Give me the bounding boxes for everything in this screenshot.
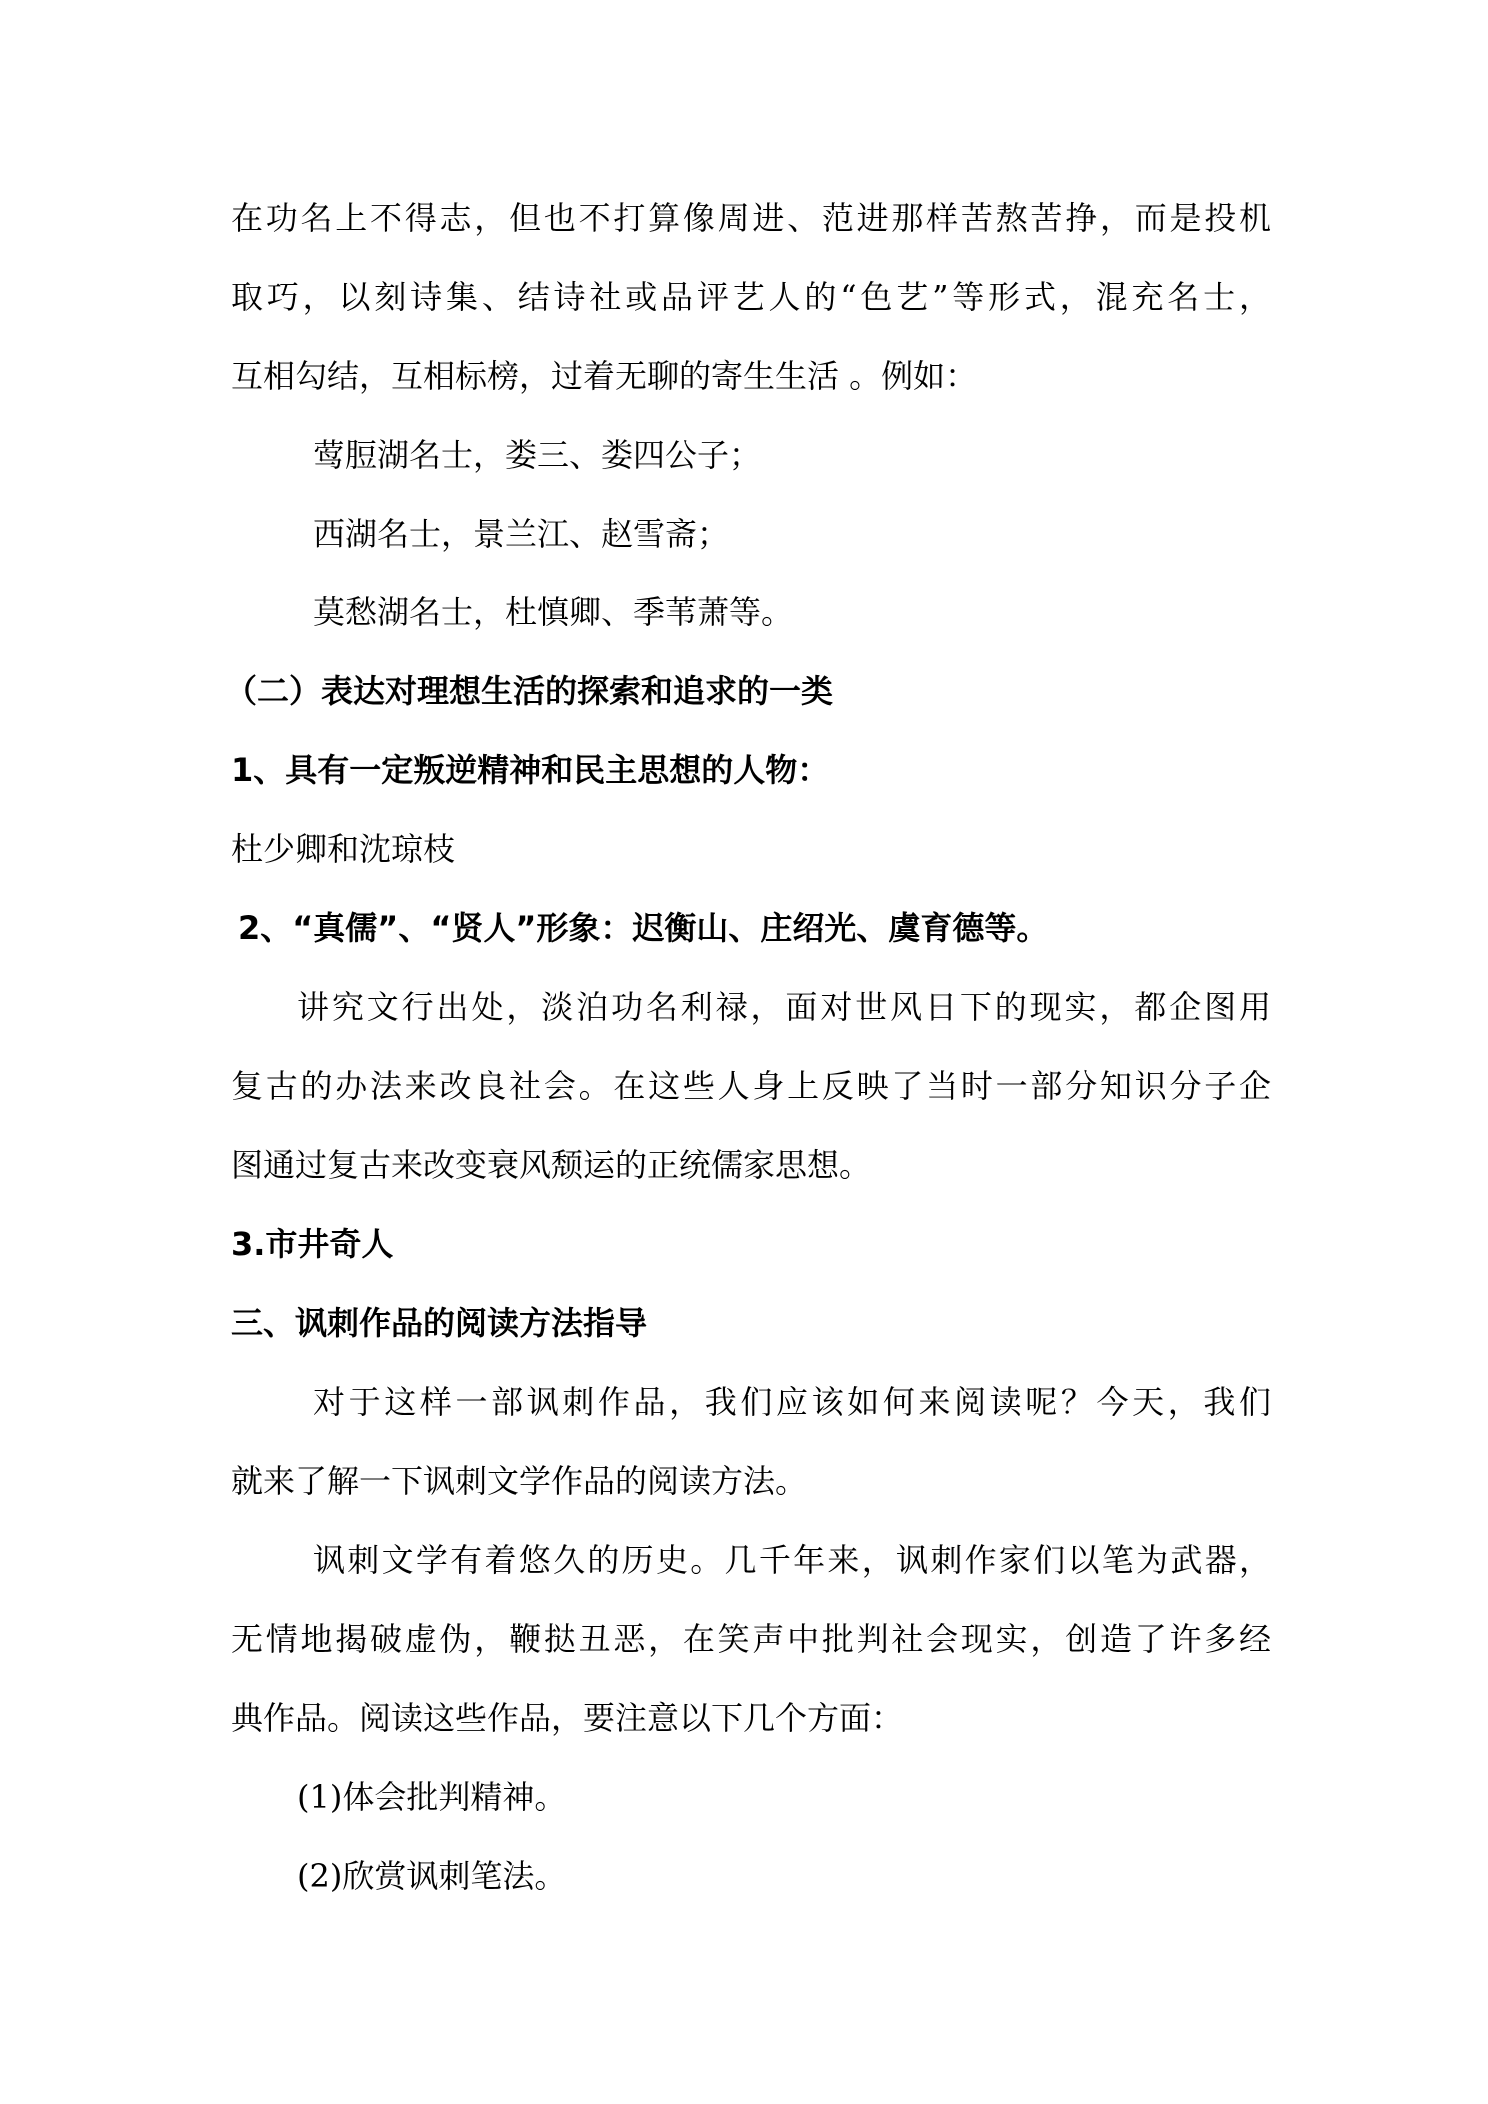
paragraph-line: 图通过复古来改变衰风颓运的正统儒家思想。: [231, 1146, 872, 1184]
paragraph-line: 典作品。阅读这些作品，要注意以下几个方面：: [231, 1699, 904, 1737]
paragraph-line: 在功名上不得志，但也不打算像周进、范进那样苦熬苦挣，而是投机: [231, 199, 1271, 237]
paragraph-line: 取巧，以刻诗集、结诗社或品评艺人的“色艺”等形式，混充名士，: [231, 278, 1271, 316]
example-line: 西湖名士，景兰江、赵雪斋；: [313, 515, 730, 553]
section-heading: （二）表达对理想生活的探索和追求的一类: [225, 672, 834, 710]
item-heading: 3.市井奇人: [231, 1225, 394, 1263]
paragraph-line: 讽刺文学有着悠久的历史。几千年来，讽刺作家们以笔为武器，: [313, 1541, 1271, 1579]
example-line: 莺脰湖名士，娄三、娄四公子；: [313, 436, 762, 474]
item-heading: 1、具有一定叛逆精神和民主思想的人物：: [231, 751, 830, 789]
list-item: (1)体会批判精神。: [297, 1778, 567, 1816]
example-line: 莫愁湖名士，杜慎卿、季苇萧等。: [313, 593, 794, 631]
paragraph-line: 对于这样一部讽刺作品，我们应该如何来阅读呢？今天，我们: [313, 1383, 1271, 1421]
paragraph-line: 复古的办法来改良社会。在这些人身上反映了当时一部分知识分子企: [231, 1067, 1271, 1105]
item-heading: 2、“真儒”、“贤人”形象：迟衡山、庄绍光、虞育德等。: [238, 909, 1049, 947]
paragraph-line: 无情地揭破虚伪，鞭挞丑恶，在笑声中批判社会现实，创造了许多经: [231, 1620, 1271, 1658]
paragraph-line: 互相勾结，互相标榜，过着无聊的寄生生活 。例如：: [231, 357, 978, 395]
list-item: (2)欣赏讽刺笔法。: [297, 1857, 567, 1895]
paragraph-line: 就来了解一下讽刺文学作品的阅读方法。: [231, 1462, 808, 1500]
item-text: 杜少卿和沈琼枝: [231, 830, 456, 868]
section-heading: 三、讽刺作品的阅读方法指导: [231, 1304, 648, 1342]
paragraph-line: 讲究文行出处，淡泊功名利禄，面对世风日下的现实，都企图用: [297, 988, 1271, 1026]
